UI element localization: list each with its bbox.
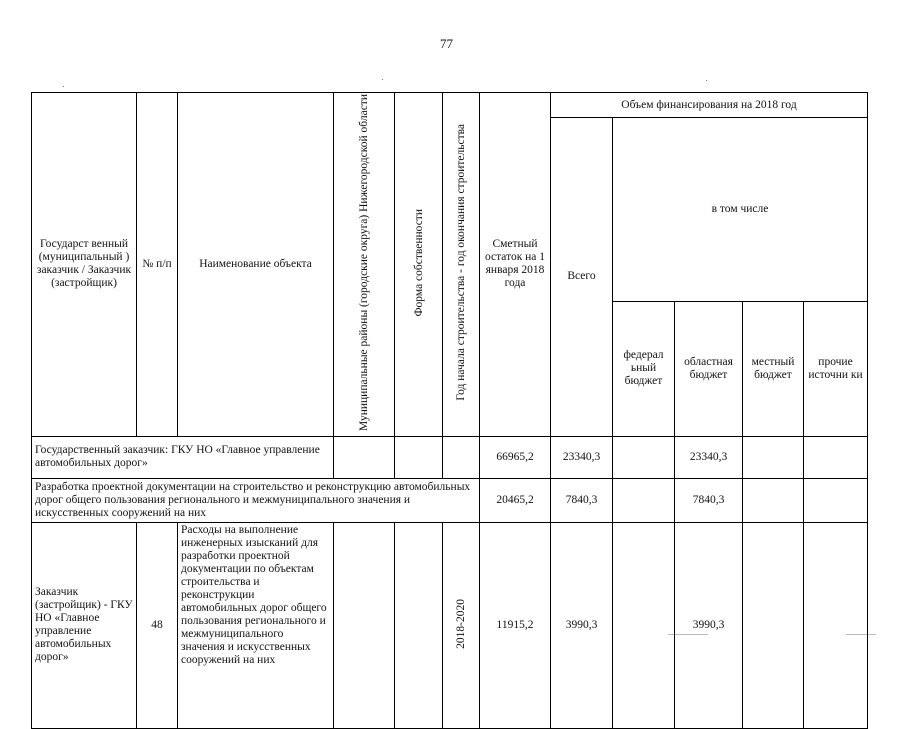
header-including: в том числе	[613, 118, 868, 302]
header-total: Всего	[551, 118, 613, 437]
scan-speck	[63, 86, 64, 87]
cell-empty	[804, 436, 868, 478]
cell-empty	[613, 436, 675, 478]
cell-empty	[804, 478, 868, 522]
page-number: 77	[440, 36, 453, 51]
header-object-name: Наименование объекта	[178, 93, 334, 437]
cell-empty	[804, 522, 868, 728]
item-48-regional: 3990,3	[675, 522, 743, 728]
cell-empty	[443, 436, 480, 478]
design-docs-label: Разработка проектной документации на строительство и реконструкцию автомобильных дорог общего пользования регионального и межмуниципального значения и искусственных сооружений на них	[32, 478, 480, 522]
scan-speck	[382, 79, 383, 80]
header-districts	[334, 93, 395, 437]
item-48-estimate: 11915,2	[480, 522, 551, 728]
state-customer-estimate: 66965,2	[480, 436, 551, 478]
scan-speck	[706, 80, 707, 81]
funding-table	[31, 92, 868, 729]
header-estimate: Сметный остаток на 1 января 2018 года	[480, 93, 551, 437]
header-number: № п/п	[137, 93, 178, 437]
table-row	[32, 436, 868, 478]
item-48-customer: Заказчик (застройщик) - ГКУ НО «Главное управление автомобильных дорог»	[32, 522, 137, 728]
cell-empty	[395, 436, 443, 478]
item-48-name: Расходы на выполнение инженерных изысканий для разработки проектной документации по объектам строительства и реконструкции автомобильных дорог общего пользования регионального и межмуниципального значения и искусственных сооружений на них	[178, 522, 334, 728]
state-customer-label: Государственный заказчик: ГКУ НО «Главное управление автомобильных дорог»	[32, 436, 334, 478]
header-regional: областная бюджет	[675, 301, 743, 436]
header-other: прочие источни ки	[804, 301, 868, 436]
header-customer: Государст венный (муниципальный ) заказчик / Заказчик (застройщик)	[32, 93, 137, 437]
cell-empty	[334, 522, 395, 728]
cell-empty	[743, 478, 804, 522]
header-federal: федерал ьный бюджет	[613, 301, 675, 436]
cell-empty	[613, 522, 675, 728]
state-customer-regional: 23340,3	[675, 436, 743, 478]
header-ownership-text: Форма собственности	[412, 208, 425, 317]
design-docs-total: 7840,3	[551, 478, 613, 522]
cell-empty	[395, 522, 443, 728]
item-48-years-text: 2018-2020	[455, 598, 467, 649]
design-docs-regional: 7840,3	[675, 478, 743, 522]
table-row	[32, 522, 868, 728]
design-docs-estimate: 20465,2	[480, 478, 551, 522]
cell-empty	[743, 436, 804, 478]
header-local: местный бюджет	[743, 301, 804, 436]
header-funding-group: Объем финансирования на 2018 год	[551, 93, 868, 118]
header-ownership	[395, 93, 443, 437]
header-years-text: Год начала строительства - год окончания строительства	[455, 124, 467, 401]
item-48-number: 48	[137, 522, 178, 728]
cell-empty	[613, 478, 675, 522]
header-districts-text: Муниципальные районы (городские округа) Нижегородской области	[358, 94, 370, 431]
item-48-years	[443, 522, 480, 728]
cell-empty	[743, 522, 804, 728]
item-48-total: 3990,3	[551, 522, 613, 728]
cell-empty	[334, 436, 395, 478]
table-row	[32, 478, 868, 522]
header-years	[443, 93, 480, 437]
state-customer-total: 23340,3	[551, 436, 613, 478]
